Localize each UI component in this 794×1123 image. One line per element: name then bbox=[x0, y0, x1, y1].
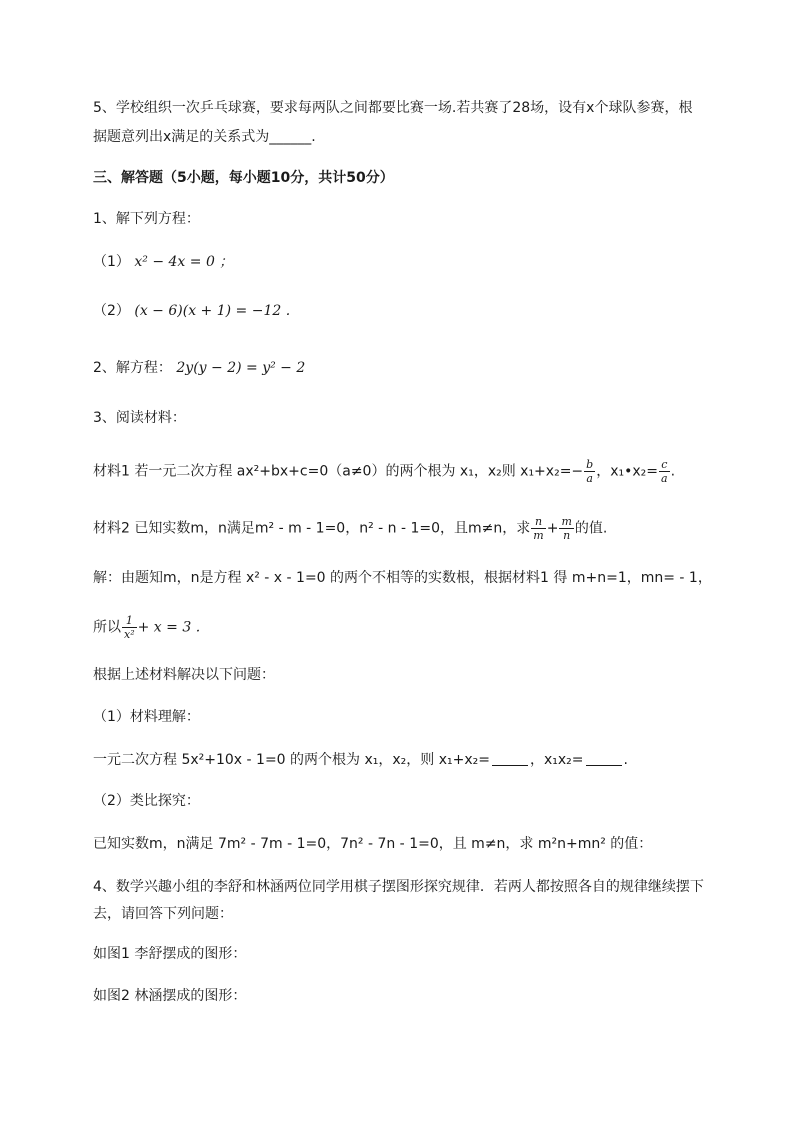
problem-1-title: 1、解下列方程： bbox=[93, 211, 200, 227]
material-1-end: . bbox=[670, 463, 676, 480]
fraction: $\frac{c}{a}$ bbox=[661, 458, 668, 485]
equation: (x − 6)(x + 1) = −12 . bbox=[134, 303, 291, 319]
equation: 2y(y − 2) = y² − 2 bbox=[176, 360, 306, 376]
figure-1-caption: 如图1 李舒摆成的图形： bbox=[93, 946, 247, 962]
solution-line-1: 解：由题知m，n是方程 x² - x - 1=0 的两个不相等的实数根，根据材料1 得 m+n=1，mn= - 1， bbox=[93, 570, 712, 586]
fraction: $\frac{b}{a}$ bbox=[586, 458, 594, 485]
solution-equation: + x = 3 . bbox=[137, 619, 201, 636]
material-2-end: 的值. bbox=[574, 520, 608, 537]
solution-prefix: 所以 bbox=[93, 619, 121, 636]
problem-4-line-2: 去，请回答下列问题： bbox=[93, 906, 233, 922]
problem-4-line-1: 4、数学兴趣小组的李舒和林涵两位同学用棋子摆图形探究规律．若两人都按照各自的规律继续摆下 bbox=[93, 879, 704, 895]
solve-prompt: 根据上述材料解决以下问题： bbox=[93, 667, 275, 683]
problem-1-part-1 bbox=[93, 252, 233, 272]
plus-sign: + bbox=[546, 520, 559, 537]
answer-blank bbox=[492, 751, 528, 766]
part-2-label: （2）类比探究： bbox=[93, 793, 200, 809]
material-2 bbox=[93, 515, 607, 542]
part-2-question: 已知实数m，n满足 7m² - 7m - 1=0，7n² - 7n - 1=0，且 m≠n，求 m²n+mn² 的值： bbox=[93, 836, 653, 852]
part-label: （2） bbox=[93, 303, 130, 319]
part-label: （1） bbox=[93, 254, 130, 270]
answer-blank bbox=[586, 751, 622, 766]
part-1-text-a: 一元二次方程 5x²+10x - 1=0 的两个根为 x₁，x₂，则 x₁+x₂= bbox=[93, 752, 490, 768]
material-1-text: 材料1 若一元二次方程 ax²+bx+c=0（a≠0）的两个根为 x₁，x₂则 x₁+x₂=− bbox=[93, 463, 584, 480]
material-1-mid: ，x₁•x₂= bbox=[596, 463, 658, 480]
fraction: $\frac{1}{\text{x²}}$ bbox=[124, 614, 135, 641]
part-1-text-b: ，x₁x₂= bbox=[529, 752, 584, 768]
part-1-text-c: . bbox=[623, 752, 628, 768]
problem-2 bbox=[93, 358, 305, 378]
q5-line-1: 5、学校组织一次乒乓球赛，要求每两队之间都要比赛一场.若共赛了28场，设有x个球队参赛，根 bbox=[93, 100, 693, 116]
fraction: $\frac{n}{m}$ bbox=[533, 515, 544, 542]
material-2-text: 材料2 已知实数m，n满足m² - m - 1=0，n² - n - 1=0，且m≠n，求 bbox=[93, 520, 531, 537]
part-1-label: （1）材料理解： bbox=[93, 709, 200, 725]
problem-2-title: 2、解方程： bbox=[93, 360, 172, 376]
solution-line-2 bbox=[93, 614, 200, 641]
problem-1-part-2 bbox=[93, 301, 290, 321]
fraction: $\frac{m}{n}$ bbox=[561, 515, 572, 542]
section-heading: 三、解答题（5小题，每小题10分，共计50分） bbox=[93, 170, 394, 186]
problem-3-title: 3、阅读材料： bbox=[93, 410, 186, 426]
part-1-question bbox=[93, 750, 628, 770]
figure-2-caption: 如图2 林涵摆成的图形： bbox=[93, 988, 247, 1004]
material-1 bbox=[93, 458, 675, 485]
equation: x² − 4x = 0 ； bbox=[134, 254, 234, 270]
q5-line-2: 据题意列出x满足的关系式为______. bbox=[93, 129, 316, 145]
